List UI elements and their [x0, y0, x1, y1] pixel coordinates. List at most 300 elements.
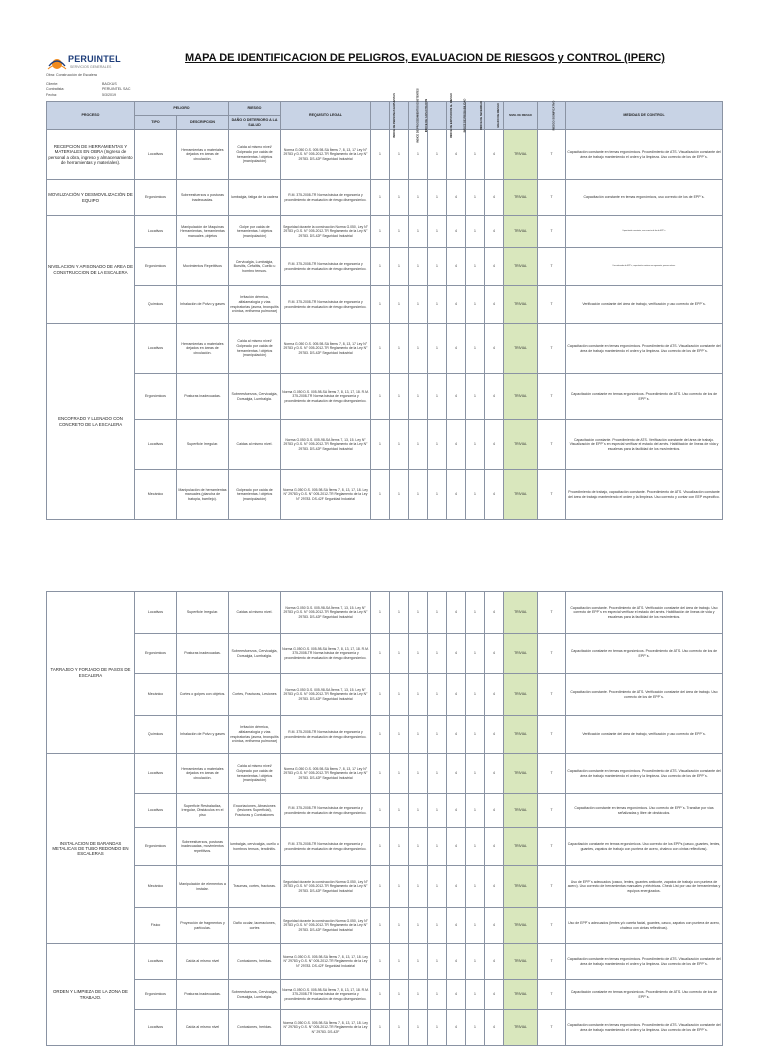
cell-indice: 1 [371, 324, 390, 374]
cell-descripcion: Herramientas o materiales dejados en áreas de circulación. [177, 324, 229, 374]
table-row [47, 420, 723, 470]
cell-indice: 1 [390, 828, 409, 866]
table-row [47, 324, 723, 374]
cell-indice: 1 [371, 1010, 390, 1046]
cell-descripcion: Herramientas o materiales dejados en áreas de circulación. [177, 754, 229, 794]
cell-indice: 1 [428, 908, 447, 944]
cell-indice: 4 [485, 980, 504, 1010]
table-row [47, 908, 723, 944]
cell-indice: 4 [447, 216, 466, 248]
cell-indice: 1 [466, 248, 485, 286]
cell-indice: 4 [485, 180, 504, 216]
cell-significativo: T [538, 980, 566, 1010]
cell-indice: 1 [466, 674, 485, 716]
table-row [47, 980, 723, 1010]
cell-indice: 1 [390, 216, 409, 248]
cell-medidas: Capacitación constante en temas ergonómicos. Procedimiento de ATS. Visualización constante del área de trabajo manteniendo el orden y la limpieza. Uso correcto de los de EPP´s. [566, 1010, 723, 1046]
cell-indice: 4 [447, 908, 466, 944]
cell-indice: 1 [409, 420, 428, 470]
cell-requisito: R.M. 375-2008-TR Norma básica de ergonomía y procedimiento de evaluación de riesgo disergonómico. [281, 286, 371, 324]
cell-tipo: Mecánico [135, 470, 177, 520]
cell-significativo: T [538, 420, 566, 470]
cell-requisito: Norma G.050 D.S. 005-98-SA Ítems 7, 8, 13, 17 Ley N° 29783 y D.S. N° 005-2012-TR Reglamento de la Ley N° 29783. DS-42F Seguridad Industrial [281, 754, 371, 794]
cell-indice: 1 [371, 374, 390, 420]
cell-tipo: Químicos [135, 716, 177, 754]
cell-proceso: ORDEN Y LIMPIEZA DE LA ZONA DE TRABAJO. [47, 944, 135, 1046]
cell-indice: 1 [390, 794, 409, 828]
col-nivel: NIVEL DE RIESGO [504, 102, 538, 130]
cell-indice: 1 [371, 216, 390, 248]
meta-value: 5/3/2019 [102, 92, 116, 97]
cell-descripcion: Manipulación de herramientas manuales (plancha de batopia, barrilejo). [177, 470, 229, 520]
cell-indice: 1 [390, 374, 409, 420]
cell-descripcion: Inhalación de Polvo y gases [177, 286, 229, 324]
cell-tipo: Locativos [135, 420, 177, 470]
cell-descripcion: Sobreesfuerzos, posturas inadecuadas, movimientos repetitivos. [177, 828, 229, 866]
cell-indice: 1 [409, 130, 428, 180]
cell-indice: 1 [466, 828, 485, 866]
cell-indice: 4 [485, 324, 504, 374]
cell-indice: 1 [428, 216, 447, 248]
table-row [47, 634, 723, 674]
cell-indice: 1 [466, 866, 485, 908]
cell-nivel: TRIVIAL [504, 470, 538, 520]
cell-indice: 1 [428, 324, 447, 374]
cell-indice: 1 [371, 248, 390, 286]
cell-indice: 4 [485, 634, 504, 674]
cell-requisito: Norma G.050 D.S. 005-98-SA Ítems 7, 8, 13, 17 Ley N° 29783 y D.S. N° 005-2012-TR Reglamento de la Ley N° 29783. DS-42F Seguridad Industrial [281, 130, 371, 180]
cell-medidas: Capacitación constante en temas ergonómicos. Procedimiento de ATS. Visualización constante del área de trabajo manteniendo el orden y la limpieza. Uso correcto de los de EPP´s. [566, 944, 723, 980]
col-indice-4: INDICE DE EXPOSICION AL RIESGO [428, 102, 447, 130]
cell-indice: 4 [447, 716, 466, 754]
cell-indice: 4 [447, 592, 466, 634]
cell-indice: 4 [485, 248, 504, 286]
cell-indice: 1 [409, 866, 428, 908]
table-row [47, 794, 723, 828]
cell-tipo: Locativos [135, 794, 177, 828]
cell-indice: 1 [409, 248, 428, 286]
cell-indice: 4 [447, 674, 466, 716]
cell-significativo: T [538, 794, 566, 828]
cell-nivel: TRIVIAL [504, 1010, 538, 1046]
cell-indice: 1 [409, 944, 428, 980]
obra-label: Obra: Construcción de Escalera [46, 73, 97, 77]
cell-proceso: MOVILIZACIÓN Y DESMOVILIZACIÓN DE EQUIPO [47, 180, 135, 216]
cell-significativo: T [538, 716, 566, 754]
table-row [47, 248, 723, 286]
cell-dano: Cortes, Fracturas, Lesiones [229, 674, 281, 716]
table-row [47, 866, 723, 908]
cell-requisito: R.M. 375-2008-TR Norma básica de ergonomía y procedimiento de evaluación de riesgo disergonómico. [281, 180, 371, 216]
cell-indice: 1 [371, 420, 390, 470]
table-row [47, 674, 723, 716]
cell-medidas: Verificación constante del área de trabajo, verificación y uso correcto de EPP´s. [566, 716, 723, 754]
cell-dano: Irritación dérmica, alfalamalogía y vías respiratorias (asma, bronquitis crónica, enfisema pulmonar) [229, 716, 281, 754]
cell-indice: 4 [485, 674, 504, 716]
cell-nivel: TRIVIAL [504, 420, 538, 470]
meta-key: Contratista: [46, 87, 65, 92]
cell-nivel: TRIVIAL [504, 130, 538, 180]
cell-indice: 1 [428, 828, 447, 866]
cell-tipo: Químicos [135, 286, 177, 324]
cell-tipo: Físico [135, 908, 177, 944]
col-indice-1: INDICE DE PERSONAS EXPUESTAS [371, 102, 390, 130]
cell-nivel: TRIVIAL [504, 592, 538, 634]
cell-indice: 1 [466, 216, 485, 248]
cell-indice: 1 [466, 420, 485, 470]
cell-requisito: Norma G.050 D.S. 005-98-SA Ítems 7, 13, 15. Ley N° 29783 y D.S. N° 005-2012-TR Reglamento de la Ley N° 29783. DS-42F Seguridad Industrial [281, 592, 371, 634]
iperc-table-bottom [46, 591, 723, 1046]
cell-significativo: T [538, 180, 566, 216]
cell-indice: 4 [447, 130, 466, 180]
table-row [47, 130, 723, 180]
cell-dano: Caidas al mismo nivel. [229, 420, 281, 470]
cell-indice: 1 [466, 908, 485, 944]
cell-tipo: Locativos [135, 592, 177, 634]
cell-indice: 1 [466, 592, 485, 634]
cell-indice: 1 [390, 180, 409, 216]
cell-indice: 4 [447, 754, 466, 794]
cell-indice: 1 [371, 130, 390, 180]
cell-indice: 1 [428, 1010, 447, 1046]
meta-value: PERUINTEL SAC [102, 87, 131, 92]
cell-indice: 1 [409, 674, 428, 716]
cell-tipo: Locativos [135, 944, 177, 980]
cell-indice: 1 [371, 716, 390, 754]
logo-text: PERUINTEL [68, 54, 121, 64]
cell-medidas: Capacitación constante en temas ergonómicos. Procedimiento de ATS. Uso correcto de los de EPP´s. [566, 980, 723, 1010]
cell-dano: lumbalgia, cervicalgia, cuello u hombros tensos, tendinitis. [229, 828, 281, 866]
cell-descripcion: Herramientas o materiales dejados en áreas de circulación. [177, 130, 229, 180]
cell-dano: Sobreesfuerzos, Cervicalgia, Dorsalgia, Lumbalgia. [229, 980, 281, 1010]
cell-requisito: Norma G.050 D.S. 005-98-SA Ítems 7, 8, 13, 17, 18. Ley N° 29783 y D.S. N° 005-2012-TR Reglamento de la Ley N° 29783. DS-42F [281, 1010, 371, 1046]
cell-medidas: Uso adecuado de EPP´s, capacitación continua en ergonomía, pausas activas. [566, 248, 723, 286]
cell-indice: 4 [447, 248, 466, 286]
cell-dano: Daño ocular, laceraciones, cortes [229, 908, 281, 944]
cell-indice: 4 [485, 866, 504, 908]
cell-descripcion: Cortes o golpes con objetos. [177, 674, 229, 716]
cell-indice: 1 [390, 470, 409, 520]
cell-nivel: TRIVIAL [504, 248, 538, 286]
cell-requisito: Seguridad durante la construcción Norma G.050, Ley N° 29783 y D.S. N° 005-2012-TR Reglamento de la Ley N° 29783. DS-42F Seguridad Industrial [281, 216, 371, 248]
cell-indice: 4 [485, 908, 504, 944]
col-requisito: REQUISITO LEGAL [281, 102, 371, 130]
cell-indice: 1 [390, 634, 409, 674]
cell-descripcion: Movimientos Repetitivos [177, 248, 229, 286]
sun-logo-icon [46, 52, 68, 74]
cell-indice: 4 [485, 754, 504, 794]
cell-indice: 1 [390, 944, 409, 980]
cell-dano: Contusiones, heridas. [229, 1010, 281, 1046]
table-row [47, 180, 723, 216]
col-proceso: PROCESO [47, 102, 135, 130]
cell-indice: 1 [371, 866, 390, 908]
cell-tipo: Ergonómicos [135, 634, 177, 674]
cell-indice: 1 [371, 674, 390, 716]
meta-value: BACKUS [102, 82, 117, 87]
cell-indice: 1 [371, 286, 390, 324]
cell-tipo: Locativos [135, 216, 177, 248]
cell-indice: 1 [428, 674, 447, 716]
cell-indice: 1 [409, 1010, 428, 1046]
cell-nivel: TRIVIAL [504, 794, 538, 828]
cell-indice: 1 [390, 248, 409, 286]
cell-indice: 4 [447, 420, 466, 470]
meta-row [46, 93, 130, 98]
cell-indice: 1 [390, 908, 409, 944]
cell-indice: 4 [447, 1010, 466, 1046]
cell-indice: 1 [390, 1010, 409, 1046]
cell-dano: Irritación dérmica, alfalamalogía y vías respiratorias (asma, bronquitis crónica, enfisema pulmonar) [229, 286, 281, 324]
cell-requisito: Seguridad durante la construcción Norma G.050, Ley N° 29783 y D.S. N° 005-2012-TR Reglamento de la Ley N° 29783. DS-42F Seguridad Industrial [281, 866, 371, 908]
cell-tipo: Locativos [135, 1010, 177, 1046]
cell-nivel: TRIVIAL [504, 908, 538, 944]
table-row [47, 592, 723, 634]
cell-indice: 1 [409, 716, 428, 754]
cell-indice: 1 [409, 216, 428, 248]
cell-indice: 1 [428, 754, 447, 794]
cell-indice: 1 [428, 248, 447, 286]
cell-requisito: Norma G.050 D.S. 005-98-SA Ítems 7, 8, 13, 17, 18. R.M. 375-2008-TR Norma básica de ergonomía y procedimiento de evaluación de riesgo disergonómico. [281, 980, 371, 1010]
cell-medidas: Uso de EPP´s adecuados (lentes y/o careta facial, guantes, casco, zapatos con puntera de acero, chaleco con cintas reflectivas). [566, 908, 723, 944]
cell-descripcion: Manipulación de Maquinas Herramientas, herramientas manuales ,objetos [177, 216, 229, 248]
cell-medidas: Capacitación constante. Procedimiento de ATS. Verificación constante del área de trabajo. Uso correcto de los de EPP´s. [566, 674, 723, 716]
cell-significativo: T [538, 1010, 566, 1046]
cell-requisito: Seguridad durante la construcción Norma G.050, Ley N° 29783 y D.S. N° 005-2012-TR Reglamento de la Ley N° 29783. DS-42F Seguridad Industrial [281, 908, 371, 944]
cell-indice: 4 [485, 130, 504, 180]
cell-medidas: Capacitación constante en temas ergonómicos. Uso correcto de los EPPs (casco, guantes, lentes, guantes, zapatos de trabajo con puntera de acero, chaleco con cintas reflectivas). [566, 828, 723, 866]
cell-indice: 4 [485, 828, 504, 866]
cell-nivel: TRIVIAL [504, 716, 538, 754]
cell-indice: 1 [466, 716, 485, 754]
cell-indice: 4 [485, 716, 504, 754]
col-indice-3: INDICE DE CAPACITACION [409, 102, 428, 130]
cell-descripcion: Sobreesfuerzos o posturas inadecuadas. [177, 180, 229, 216]
cell-indice: 1 [466, 180, 485, 216]
cell-nivel: TRIVIAL [504, 980, 538, 1010]
cell-tipo: Ergonómicos [135, 980, 177, 1010]
cell-dano: Caidas al mismo nivel. [229, 592, 281, 634]
cell-indice: 1 [371, 794, 390, 828]
cell-medidas: Capacitación constante. Procedimiento de ATS. Verificación constante del área de trabajo. Visualización de EPP´s en especial verificar el estado del arnés. Habilitación de líneas de vida y escaleras para la facilidad de los movimientos. [566, 420, 723, 470]
cell-indice: 1 [371, 944, 390, 980]
cell-medidas: Capacitación constante en temas ergonómicos, uso correcto de los de EPP´s. [566, 180, 723, 216]
cell-medidas: Procedimiento de trabajo, capacitación constante. Procedimiento de ATS. Visualización constante del área de trabajo manteniendo el orden y la limpieza. Uso correcto y contar con EEP específico. [566, 470, 723, 520]
col-dano: DAÑO O DETERIORO A LA SALUD [229, 116, 281, 130]
cell-indice: 1 [428, 374, 447, 420]
cell-tipo: Locativos [135, 754, 177, 794]
cell-indice: 1 [409, 980, 428, 1010]
table-row [47, 470, 723, 520]
cell-requisito: Norma G.050 D.S. 005-98-SA Ítems 7, 8, 13, 17, 18. Ley N° 29783 y D.S. N° 005-2012-TR Reglamento de la Ley N° 29783. DS-42F Seguridad Industrial [281, 470, 371, 520]
cell-descripcion: Posturas inadecuadas. [177, 634, 229, 674]
cell-nivel: TRIVIAL [504, 828, 538, 866]
cell-dano: Cervicalgia, Lumbalgia, Bursitis, Cefalitis, Cuello u hombro tensos. [229, 248, 281, 286]
cell-nivel: TRIVIAL [504, 180, 538, 216]
cell-tipo: Locativos [135, 130, 177, 180]
cell-significativo: T [538, 592, 566, 634]
col-medidas: MEDIDAS DE CONTROL [566, 102, 723, 130]
cell-nivel: TRIVIAL [504, 634, 538, 674]
cell-indice: 1 [390, 716, 409, 754]
cell-indice: 1 [428, 716, 447, 754]
cell-dano: Golpeado por caída de herramientas / objetos (manipulación) [229, 470, 281, 520]
table-row [47, 216, 723, 248]
cell-medidas: Verificación constante del área de trabajo, verificación y uso correcto de EPP´s. [566, 286, 723, 324]
cell-tipo: Ergonómicos [135, 248, 177, 286]
col-peligro: PELIGRO [135, 102, 229, 116]
cell-requisito: Norma G.050 D.S. 005-98-SA Ítems 7, 13, 15. Ley N° 29783 y D.S. N° 005-2012-TR Reglamento de la Ley N° 29783. DS-42F Seguridad Industrial [281, 674, 371, 716]
cell-indice: 4 [485, 944, 504, 980]
cell-medidas: Capacitación constante en temas ergonómicos. Procedimiento de ATS. Visualización constante del área de trabajo manteniendo el orden y la limpieza. Uso correcto de los de EPP´s. [566, 754, 723, 794]
cell-significativo: T [538, 286, 566, 324]
cell-indice: 1 [428, 130, 447, 180]
cell-dano: Contusiones, heridas. [229, 944, 281, 980]
cell-requisito: R.M. 375-2008-TR Norma básica de ergonomía y procedimiento de evaluación de riesgo disergonómico. [281, 716, 371, 754]
cell-descripcion: Superficie Resbaladiza, Irregular, Obstáculos en el piso [177, 794, 229, 828]
cell-significativo: T [538, 324, 566, 374]
cell-tipo: Mecánico [135, 866, 177, 908]
cell-indice: 1 [428, 180, 447, 216]
cell-dano: Sobreesfuerzos, Cervicalgia, Dorsalgia, Lumbalgia. [229, 374, 281, 420]
col-riesgo: RIESGO [229, 102, 281, 116]
cell-significativo: T [538, 130, 566, 180]
cell-indice: 4 [447, 180, 466, 216]
meta-key: Fecha: [46, 92, 57, 97]
table-row [47, 374, 723, 420]
cell-indice: 1 [428, 866, 447, 908]
cell-requisito: Norma G.050 D.S. 005-98-SA Ítems 7, 8, 13, 17, 18. Ley N° 29783 y D.S. N° 005-2012-TR Reglamento de la Ley N° 29783. DS-42F Seguridad Industrial [281, 944, 371, 980]
cell-requisito: Norma G.050 D.S. 005-98-SA Ítems 7, 8, 13, 17, 18. R.M. 375-2008-TR Norma básica de ergonomía y procedimiento de evaluación de riesgo disergonómico. [281, 634, 371, 674]
cell-nivel: TRIVIAL [504, 374, 538, 420]
cell-dano: Caida al mismo nivel/ Golpeado por caida de herramientas / objetos (manipulación) [229, 324, 281, 374]
cell-indice: 1 [390, 420, 409, 470]
cell-indice: 1 [371, 592, 390, 634]
col-indice-2: INDICE DE PROCEDIMIENTOS EXISTENTES [390, 102, 409, 130]
logo-tagline: SERVICIOS GENERALES [70, 65, 112, 69]
cell-indice: 1 [409, 828, 428, 866]
cell-indice: 1 [371, 828, 390, 866]
cell-indice: 1 [409, 592, 428, 634]
cell-medidas: Capacitación constante. Procedimiento de ATS. Verificación constante del área de trabajo. Uso correcto de EPP´s en especial verificar el estado del arnés. Habilitación de líneas de vida y escaleras para la facilidad de los movimientos. [566, 592, 723, 634]
cell-indice: 1 [390, 324, 409, 374]
cell-indice: 1 [466, 944, 485, 980]
company-logo [46, 52, 136, 74]
cell-medidas: Capacitación constante en temas ergonómicos. Uso correcto de EPP´s. Transitar por vías señalizadas y libre de obstáculos. [566, 794, 723, 828]
cell-indice: 1 [371, 634, 390, 674]
cell-indice: 1 [428, 420, 447, 470]
cell-descripcion: Posturas inadecuadas. [177, 374, 229, 420]
cell-descripcion: Posturas inadecuadas. [177, 980, 229, 1010]
cell-tipo: Mecánico [135, 674, 177, 716]
cell-indice: 1 [409, 634, 428, 674]
cell-descripcion: Manipulación de elementos a instalar. [177, 866, 229, 908]
cell-indice: 1 [409, 324, 428, 374]
cell-significativo: T [538, 634, 566, 674]
cell-dano: Sobreesfuerzos, Cervicalgia, Dorsalgia, Lumbalgia. [229, 634, 281, 674]
cell-indice: 1 [390, 980, 409, 1010]
cell-requisito: Norma G.050 D.S. 005-98-SA Ítems 7, 8, 13, 17 Ley N° 29783 y D.S. N° 005-2012-TR Reglamento de la Ley N° 29783. DS-42F Seguridad Industrial [281, 324, 371, 374]
cell-indice: 4 [485, 216, 504, 248]
cell-indice: 4 [485, 286, 504, 324]
cell-dano: Traumas, cortes, fracturas. [229, 866, 281, 908]
col-descripcion: DESCRIPCION [177, 116, 229, 130]
cell-indice: 4 [485, 1010, 504, 1046]
cell-indice: 1 [390, 674, 409, 716]
col-tipo: TIPO [135, 116, 177, 130]
document-meta [46, 73, 130, 98]
cell-requisito: Norma G.050 D.S. 005-98-SA Ítems 7, 13, 15. Ley N° 29783 y D.S. N° 005-2012-TR Reglamento de la Ley N° 29783. DS-42F Seguridad Industrial [281, 420, 371, 470]
cell-proceso: ENCOFRADO Y LLENADO CON CONCRETO DE LA ESCALERA [47, 324, 135, 520]
cell-requisito: R.M. 375-2008-TR Norma básica de ergonomía y procedimiento de evaluación de riesgo disergonómico. [281, 828, 371, 866]
cell-medidas: Capacitación constante, uso correcto de los de EPP´s. [566, 216, 723, 248]
cell-dano: Caida al mismo nivel/ Golpeado por caida de herramientas / objetos (manipulación) [229, 130, 281, 180]
cell-indice: 1 [428, 634, 447, 674]
cell-medidas: Uso de EPP´s adecuados (casco, lentes, guantes anticorte, zapatos de trabajo con puntera de acero). Uso correcto de herramientas manuales y eléctricas. Check List por uso de herramientas y equipos energizados. [566, 866, 723, 908]
cell-significativo: T [538, 470, 566, 520]
cell-significativo: T [538, 754, 566, 794]
cell-descripcion: Inhalación de Polvo y gases [177, 716, 229, 754]
cell-indice: 1 [428, 944, 447, 980]
cell-tipo: Ergonómicos [135, 374, 177, 420]
col-indice-7: GRADO DE RIESGO [485, 102, 504, 130]
cell-requisito: Norma G.050 D.S. 005-98-SA Ítems 7, 8, 13, 17, 18. R.M. 375-2008-TR Norma básica de ergonomía y procedimiento de evaluación de riesgo disergonómico. [281, 374, 371, 420]
cell-indice: 1 [390, 592, 409, 634]
cell-indice: 1 [428, 980, 447, 1010]
table-row [47, 1010, 723, 1046]
cell-nivel: TRIVIAL [504, 286, 538, 324]
cell-nivel: TRIVIAL [504, 866, 538, 908]
cell-indice: 1 [409, 908, 428, 944]
cell-indice: 1 [428, 470, 447, 520]
cell-tipo: Ergonómicos [135, 180, 177, 216]
cell-nivel: TRIVIAL [504, 324, 538, 374]
cell-indice: 4 [485, 592, 504, 634]
cell-significativo: T [538, 248, 566, 286]
cell-indice: 1 [466, 470, 485, 520]
cell-medidas: Capacitación constante en temas ergonómicos. Procedimiento de ATS. Uso correcto de los de EPP´s. [566, 634, 723, 674]
cell-indice: 1 [371, 908, 390, 944]
cell-descripcion: Superficie Irregular. [177, 592, 229, 634]
cell-descripcion: Caída al mismo nivel [177, 1010, 229, 1046]
cell-requisito: R.M. 375-2008-TR Norma básica de ergonomía y procedimiento de evaluación de riesgo disergonómico. [281, 794, 371, 828]
cell-indice: 4 [447, 794, 466, 828]
cell-medidas: Capacitación constante en temas ergonómicos. Procedimiento de ATS. Visualización constante del área de trabajo manteniendo el orden y la limpieza. Uso correcto de los de EPP´s. [566, 130, 723, 180]
cell-indice: 4 [447, 470, 466, 520]
cell-indice: 4 [447, 286, 466, 324]
cell-tipo: Locativos [135, 324, 177, 374]
cell-indice: 4 [447, 980, 466, 1010]
cell-descripcion: Superficie Irregular. [177, 420, 229, 470]
cell-indice: 4 [447, 374, 466, 420]
cell-indice: 1 [466, 980, 485, 1010]
cell-indice: 4 [485, 794, 504, 828]
cell-indice: 1 [409, 754, 428, 794]
cell-indice: 1 [390, 866, 409, 908]
cell-indice: 1 [466, 1010, 485, 1046]
cell-descripcion: Proyección de fragmentos y partículas. [177, 908, 229, 944]
cell-nivel: TRIVIAL [504, 944, 538, 980]
cell-descripcion: Caída al mismo nivel [177, 944, 229, 980]
cell-nivel: TRIVIAL [504, 754, 538, 794]
cell-indice: 4 [447, 634, 466, 674]
cell-dano: lumbalgia, fatiga de la cadera [229, 180, 281, 216]
table-row [47, 754, 723, 794]
table-row [47, 828, 723, 866]
cell-indice: 1 [409, 286, 428, 324]
cell-nivel: TRIVIAL [504, 674, 538, 716]
cell-indice: 1 [409, 470, 428, 520]
